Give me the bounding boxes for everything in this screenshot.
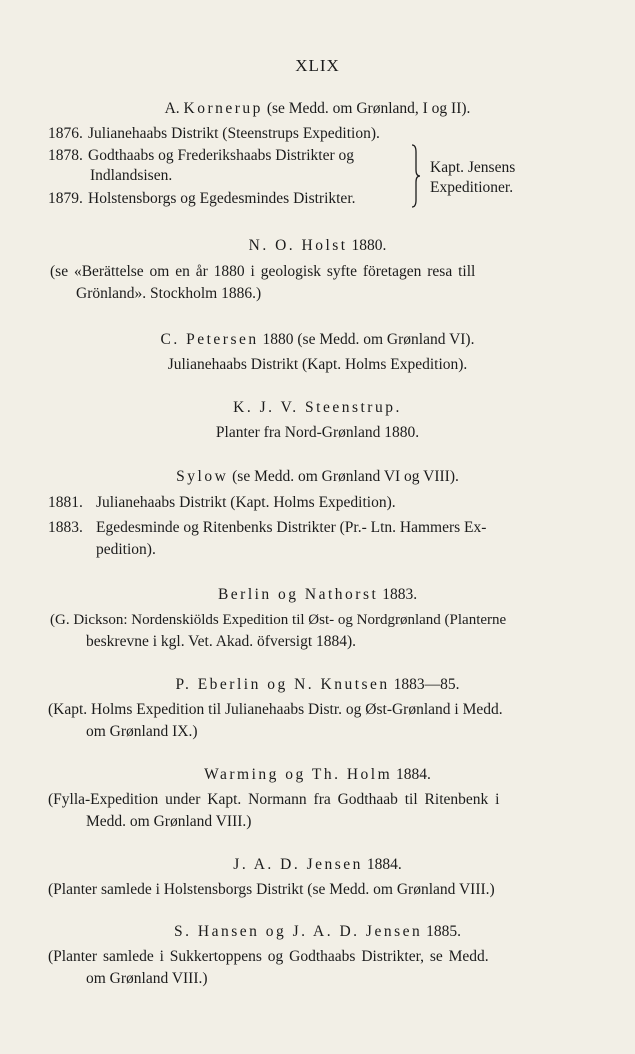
body-line: (Kapt. Holms Expedition til Julianehaabs Distr. og Øst-Grønland i Medd. [48,701,503,718]
body-line: Medd. om Grønland VIII.) [86,813,252,830]
body-line: om Grønland VIII.) [86,970,208,987]
heading-prefix: A. [164,100,180,117]
heading-rest: (se Medd. om Grønland, I og II). [266,100,471,117]
brace-note [430,158,515,198]
heading-rest: 1880 (se Medd. om Grønland VI). [262,331,475,348]
entry-text: Julianehaabs Distrikt (Steenstrups Expedition). [88,125,380,142]
entry-text: Indlandsisen. [90,167,173,184]
brace-note-line: Expeditioner. [430,179,514,196]
entry-text: Holstensborgs og Egedesmindes Distrikter. [88,190,356,207]
entry-text: Julianehaabs Distrikt (Kapt. Holms Expedition). [96,494,396,511]
heading-name: Sylow [176,468,229,485]
entry-text: Egedesminde og Ritenbenks Distrikter (Pr.- Ltn. Hammers Ex- [96,519,487,536]
section-heading [0,236,635,256]
body-line: (Planter samlede i Sukkertoppens og Godthaabs Distrikter, se Medd. [48,948,489,965]
heading-rest: 1883—85. [393,676,460,693]
entry-year: 1879. [48,190,83,207]
entry-text: Godthaabs og Frederikshaabs Distrikter og [88,147,355,164]
body-line: Grönland». Stockholm 1886.) [76,285,262,302]
entry-year: 1883. [48,519,83,536]
entry-year: 1881. [48,494,83,511]
body-line: Julianehaabs Distrikt (Kapt. Holms Expedition). [167,356,468,373]
entry-year: 1876. [48,125,83,142]
section-heading [0,467,635,487]
body-line: Planter fra Nord-Grønland 1880. [215,424,420,441]
heading-name: S. Hansen og J. A. D. Jensen [174,923,423,940]
heading-name: N. O. Holst [248,237,348,254]
heading-rest: 1880. [351,237,387,254]
page-number: XLIX [295,56,340,75]
heading-name: Kornerup [183,100,263,117]
body-line: beskrevne i kgl. Vet. Akad. öfversigt 1884). [86,633,357,650]
heading-rest: 1884. [396,766,431,783]
section-heading [0,99,635,119]
brace-note-line: Kapt. Jensens [430,159,516,176]
section-heading [0,675,635,695]
heading-name: Warming og Th. Holm [204,766,393,783]
body-line: (se «Berättelse om en år 1880 i geologisk syfte företagen resa till [50,263,476,280]
curly-brace [410,144,420,208]
heading-rest: 1883. [382,586,418,603]
section-heading [0,922,635,942]
heading-rest: (se Medd. om Grønland VI og VIII). [232,468,459,485]
heading-name: C. Petersen [160,331,259,348]
entry-text: pedition). [96,541,156,558]
section-heading [0,398,635,418]
heading-name: J. A. D. Jensen [233,856,363,873]
heading-name: P. Eberlin og N. Knutsen [175,676,390,693]
section-heading [0,585,635,605]
section-heading [0,765,635,785]
heading-name: K. J. V. Steenstrup. [233,399,402,416]
body-line: (Fylla-Expedition under Kapt. Normann fra Godthaab til Ritenbenk i [48,791,500,808]
body-line: om Grønland IX.) [86,723,198,740]
body-line: (G. Dickson: Nordenskiölds Expedition til Øst- og Nordgrønland (Planterne [50,612,507,628]
body-line: (Planter samlede i Holstensborgs Distrikt (se Medd. om Grønland VIII.) [48,881,495,898]
section-heading [0,330,635,350]
entry-year: 1878. [48,147,83,164]
heading-name: Berlin og Nathorst [217,586,379,603]
section-heading [0,855,635,875]
heading-rest: 1884. [366,856,402,873]
heading-rest: 1885. [426,923,461,940]
